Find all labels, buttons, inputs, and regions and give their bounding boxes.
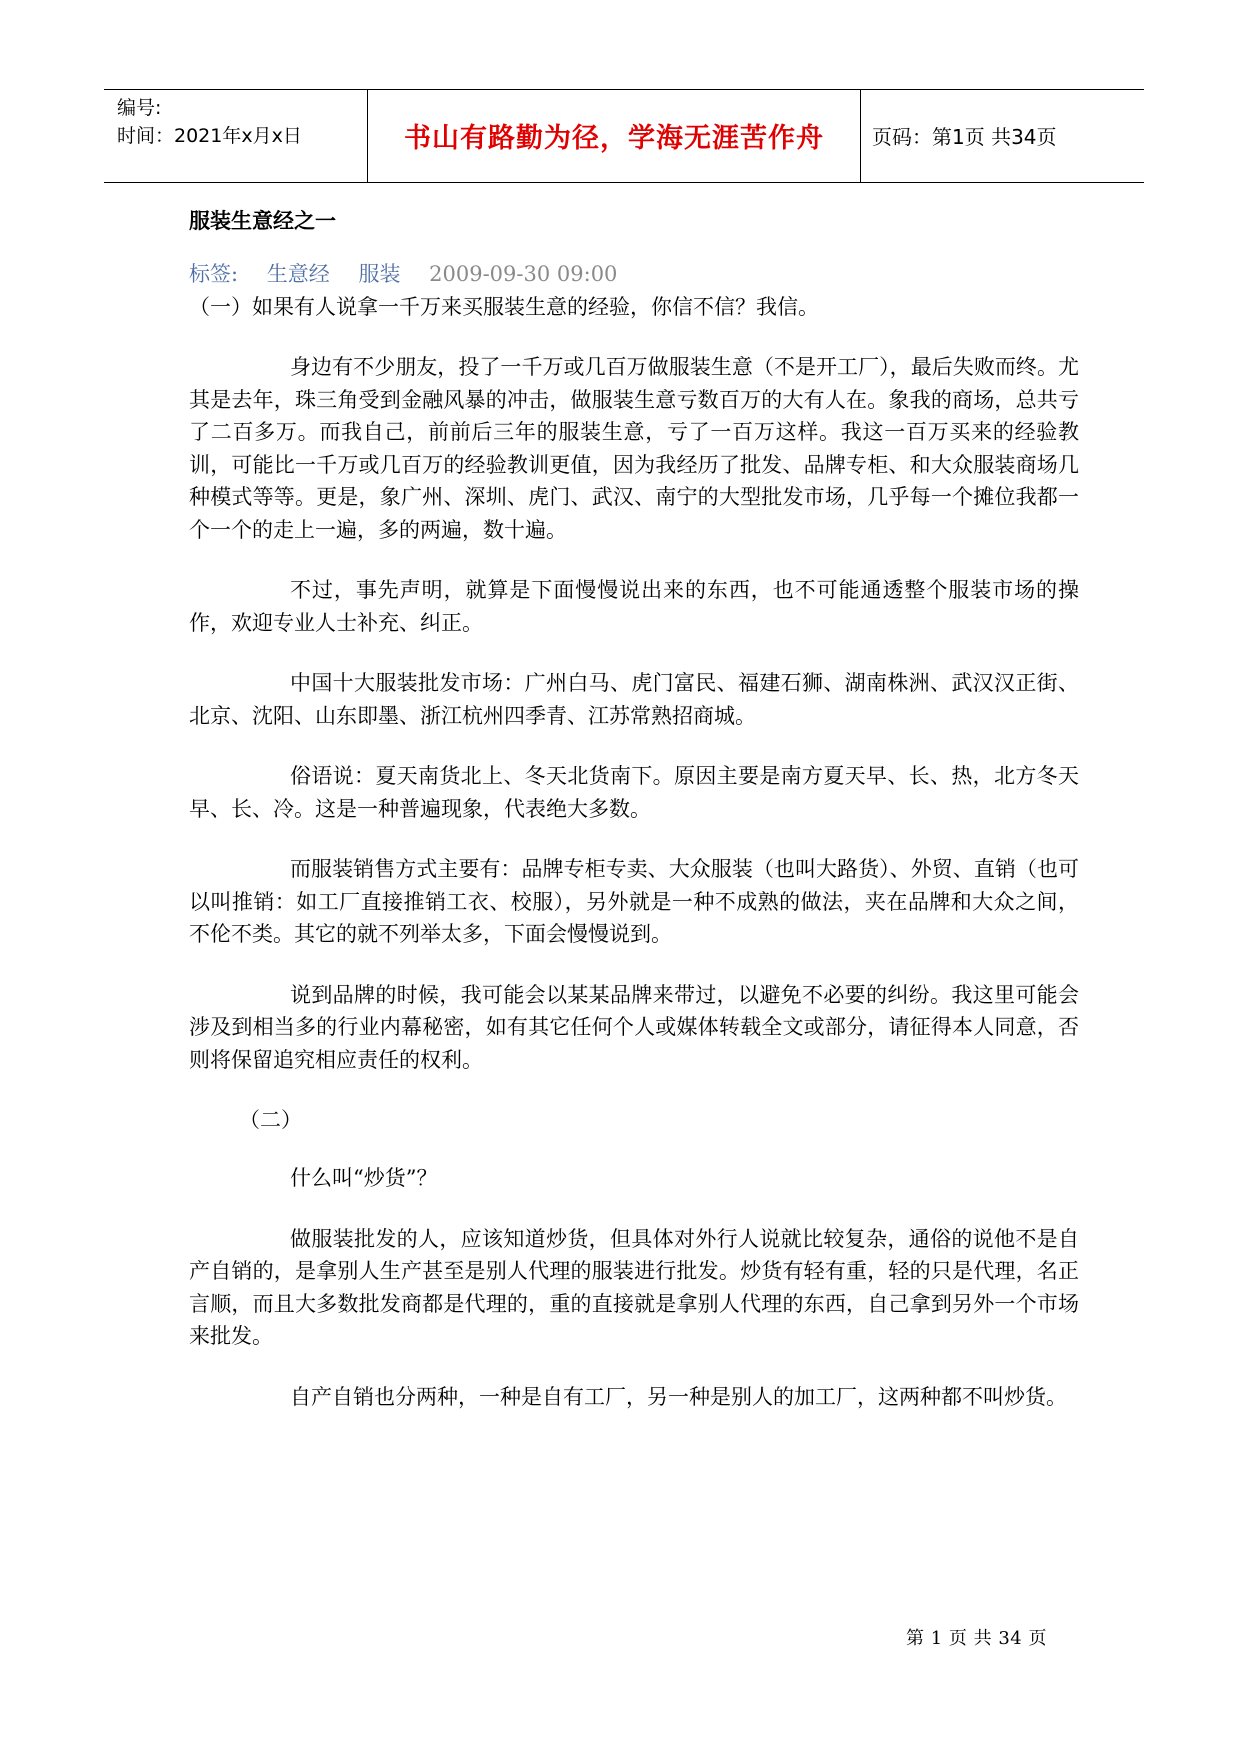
paragraph: 而服装销售方式主要有：品牌专柜专卖、大众服装（也叫大路货）、外贸、直销（也可以叫推销：如工厂直接推销工衣、校服），另外就是一种不成熟的做法，夹在品牌和大众之间，不伦不类。其它的就不列举太多，下面会慢慢说到。	[189, 857, 1079, 946]
number-label: 编号:	[117, 97, 162, 119]
article-title: 服装生意经之一	[189, 209, 336, 233]
post-datetime: 2009-09-30 09:00	[429, 262, 618, 286]
tag-line	[189, 259, 1079, 289]
section-heading: （二）	[239, 1108, 302, 1132]
header-divider	[860, 90, 861, 182]
header-motto: 书山有路勤为径，学海无涯苦作舟	[404, 123, 824, 154]
paragraph: 俗语说：夏天南货北上、冬天北货南下。原因主要是南方夏天早、长、热，北方冬天早、长、冷。这是一种普遍现象，代表绝大多数。	[189, 764, 1079, 821]
tag-link[interactable]: 服装	[358, 262, 401, 286]
time-label: 时间：2021年x月x日	[117, 125, 302, 147]
document-header	[104, 89, 1144, 183]
paragraph: 不过，事先声明，就算是下面慢慢说出来的东西，也不可能通透整个服装市场的操作，欢迎专业人士补充、纠正。	[189, 578, 1079, 635]
paragraph: 自产自销也分两种，一种是自有工厂，另一种是别人的加工厂，这两种都不叫炒货。	[290, 1384, 1067, 1409]
paragraph: 中国十大服装批发市场：广州白马、虎门富民、福建石狮、湖南株洲、武汉汉正街、北京、沈阳、山东即墨、浙江杭州四季青、江苏常熟招商城。	[189, 671, 1079, 728]
tags-label: 标签:	[189, 262, 239, 286]
intro-line: （一）如果有人说拿一千万来买服装生意的经验，你信不信？我信。	[189, 295, 819, 319]
article-body	[189, 205, 1079, 1413]
header-page-label: 页码：第1页 共34页	[872, 125, 1057, 149]
paragraph: 身边有不少朋友，投了一千万或几百万做服装生意（不是开工厂），最后失败而终。尤其是去年，珠三角受到金融风暴的冲击，做服装生意亏数百万的大有人在。象我的商场，总共亏了二百多万。而我自己，前前后三年的服装生意，亏了一百万这样。我这一百万买来的经验教训，可能比一千万或几百万的经验教训更值，因为我经历了批发、品牌专柜、和大众服装商场几种模式等等。更是，象广州、深圳、虎门、武汉、南宁的大型批发市场，几乎每一个摊位我都一个一个的走上一遍，多的两遍，数十遍。	[189, 355, 1079, 542]
paragraph: 做服装批发的人，应该知道炒货，但具体对外行人说就比较复杂，通俗的说他不是自产自销的，是拿别人生产甚至是别人代理的服装进行批发。炒货有轻有重，轻的只是代理，名正言顺，而且大多数批发商都是代理的，重的直接就是拿别人代理的东西，自己拿到另外一个市场来批发。	[189, 1226, 1079, 1348]
page-footer: 第 1 页 共 34 页	[906, 1628, 1047, 1649]
paragraph: 什么叫“炒货”？	[290, 1166, 438, 1190]
paragraph: 说到品牌的时候，我可能会以某某品牌来带过，以避免不必要的纠纷。我这里可能会涉及到相当多的行业内幕秘密，如有其它任何个人或媒体转载全文或部分，请征得本人同意，否则将保留追究相应责任的权利。	[189, 982, 1079, 1072]
header-divider	[367, 90, 368, 182]
header-meta	[117, 94, 302, 150]
tag-link[interactable]: 生意经	[266, 262, 330, 286]
